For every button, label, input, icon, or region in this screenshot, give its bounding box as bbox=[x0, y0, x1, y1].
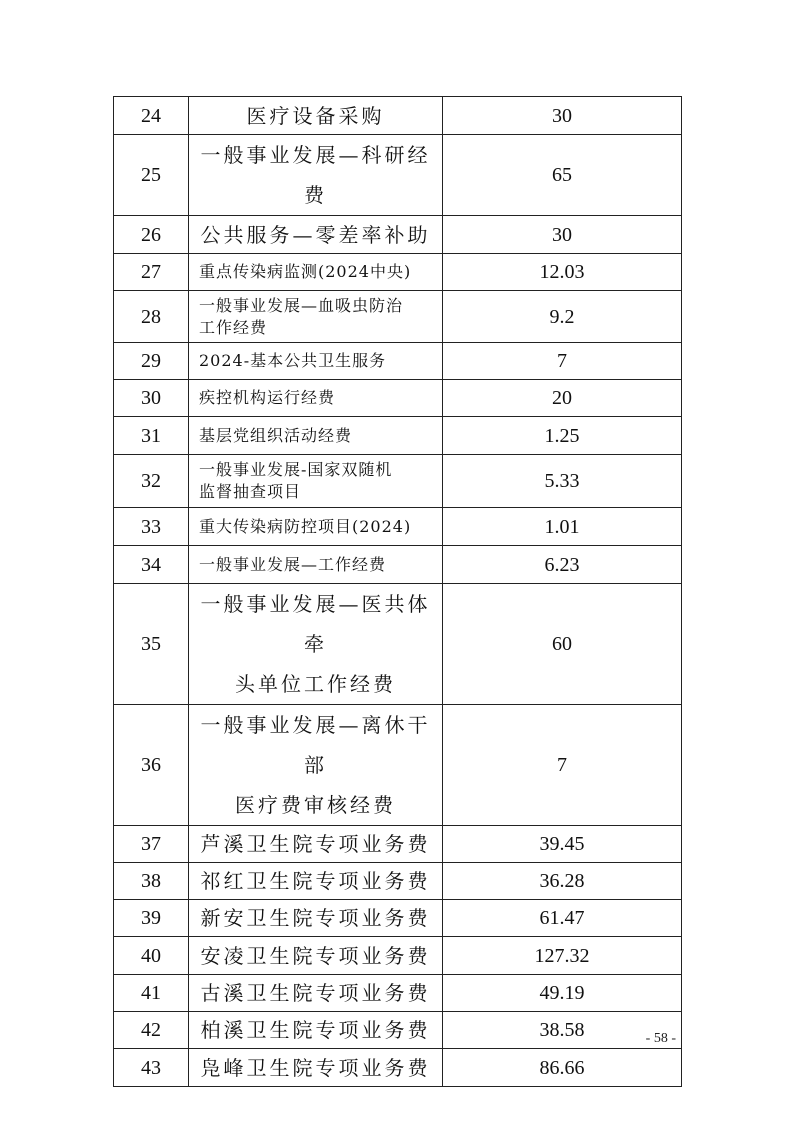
table-row bbox=[114, 254, 682, 291]
item-amount: 6.23 bbox=[443, 546, 682, 584]
item-name: 柏溪卫生院专项业务费 bbox=[189, 1012, 443, 1049]
row-number: 24 bbox=[114, 97, 189, 135]
item-name: 医疗设备采购 bbox=[189, 97, 443, 135]
table-row bbox=[114, 455, 682, 508]
table-row bbox=[114, 135, 682, 216]
item-name-line: 医疗费审核经费 bbox=[235, 793, 396, 817]
table-row bbox=[114, 900, 682, 937]
row-number: 43 bbox=[114, 1049, 189, 1087]
table-row bbox=[114, 508, 682, 546]
item-name bbox=[189, 584, 443, 705]
item-amount: 86.66 bbox=[443, 1049, 682, 1087]
item-amount: 36.28 bbox=[443, 863, 682, 900]
row-number: 37 bbox=[114, 826, 189, 863]
item-name: 祁红卫生院专项业务费 bbox=[189, 863, 443, 900]
item-amount: 9.2 bbox=[443, 291, 682, 343]
item-name-line: 一般事业发展—科研经 bbox=[200, 143, 431, 167]
item-name: 基层党组织活动经费 bbox=[189, 417, 443, 455]
item-amount: 65 bbox=[443, 135, 682, 216]
item-name: 2024-基本公共卫生服务 bbox=[189, 343, 443, 380]
item-name-line: 费 bbox=[304, 183, 327, 207]
table-row bbox=[114, 826, 682, 863]
item-amount: 30 bbox=[443, 216, 682, 254]
item-name: 芦溪卫生院专项业务费 bbox=[189, 826, 443, 863]
row-number: 36 bbox=[114, 705, 189, 826]
row-number: 28 bbox=[114, 291, 189, 343]
row-number: 39 bbox=[114, 900, 189, 937]
table-row bbox=[114, 417, 682, 455]
item-amount: 20 bbox=[443, 380, 682, 417]
item-name-line: 一般事业发展—医共体牵 bbox=[200, 592, 431, 656]
row-number: 29 bbox=[114, 343, 189, 380]
item-name bbox=[189, 291, 443, 343]
item-amount: 60 bbox=[443, 584, 682, 705]
item-name: 安凌卫生院专项业务费 bbox=[189, 937, 443, 975]
item-amount: 38.58 bbox=[443, 1012, 682, 1049]
item-name-line: 一般事业发展—离休干部 bbox=[200, 713, 431, 777]
item-amount: 5.33 bbox=[443, 455, 682, 508]
item-name bbox=[189, 705, 443, 826]
page-number: - 58 - bbox=[645, 1031, 676, 1046]
table-row bbox=[114, 343, 682, 380]
item-name: 古溪卫生院专项业务费 bbox=[189, 975, 443, 1012]
row-number: 42 bbox=[114, 1012, 189, 1049]
item-name-line: 监督抽查项目 bbox=[199, 482, 302, 501]
item-name-line: 头单位工作经费 bbox=[235, 672, 396, 696]
item-name-line: 一般事业发展-国家双随机 bbox=[199, 460, 393, 480]
item-name: 一般事业发展—工作经费 bbox=[189, 546, 443, 584]
table-row bbox=[114, 705, 682, 826]
table-row bbox=[114, 863, 682, 900]
item-name: 疾控机构运行经费 bbox=[189, 380, 443, 417]
item-amount: 30 bbox=[443, 97, 682, 135]
row-number: 30 bbox=[114, 380, 189, 417]
table-row bbox=[114, 216, 682, 254]
row-number: 26 bbox=[114, 216, 189, 254]
table-row bbox=[114, 291, 682, 343]
row-number: 32 bbox=[114, 455, 189, 508]
item-amount: 39.45 bbox=[443, 826, 682, 863]
row-number: 34 bbox=[114, 546, 189, 584]
table-row bbox=[114, 975, 682, 1012]
item-amount: 61.47 bbox=[443, 900, 682, 937]
table-row bbox=[114, 546, 682, 584]
item-name: 重点传染病监测(2024中央) bbox=[189, 254, 443, 291]
table-row bbox=[114, 380, 682, 417]
row-number: 38 bbox=[114, 863, 189, 900]
row-number: 40 bbox=[114, 937, 189, 975]
item-name: 公共服务—零差率补助 bbox=[189, 216, 443, 254]
item-name-line: 工作经费 bbox=[199, 317, 268, 337]
item-name: 新安卫生院专项业务费 bbox=[189, 900, 443, 937]
table-row bbox=[114, 1012, 682, 1049]
table-row bbox=[114, 97, 682, 135]
item-name: 重大传染病防控项目(2024) bbox=[189, 508, 443, 546]
item-name bbox=[189, 135, 443, 216]
row-number: 33 bbox=[114, 508, 189, 546]
item-name: 凫峰卫生院专项业务费 bbox=[189, 1049, 443, 1087]
item-amount: 7 bbox=[443, 705, 682, 826]
item-amount: 1.25 bbox=[443, 417, 682, 455]
item-amount: 127.32 bbox=[443, 937, 682, 975]
item-name bbox=[189, 455, 443, 508]
row-number: 41 bbox=[114, 975, 189, 1012]
table-row bbox=[114, 937, 682, 975]
item-amount: 1.01 bbox=[443, 508, 682, 546]
row-number: 31 bbox=[114, 417, 189, 455]
item-amount: 7 bbox=[443, 343, 682, 380]
row-number: 25 bbox=[114, 135, 189, 216]
row-number: 35 bbox=[114, 584, 189, 705]
item-name-line: 一般事业发展—血吸虫防治 bbox=[199, 295, 404, 315]
table-row bbox=[114, 1049, 682, 1087]
item-amount: 12.03 bbox=[443, 254, 682, 291]
table-row bbox=[114, 584, 682, 705]
row-number: 27 bbox=[114, 254, 189, 291]
budget-table bbox=[113, 96, 682, 1087]
item-amount: 49.19 bbox=[443, 975, 682, 1012]
